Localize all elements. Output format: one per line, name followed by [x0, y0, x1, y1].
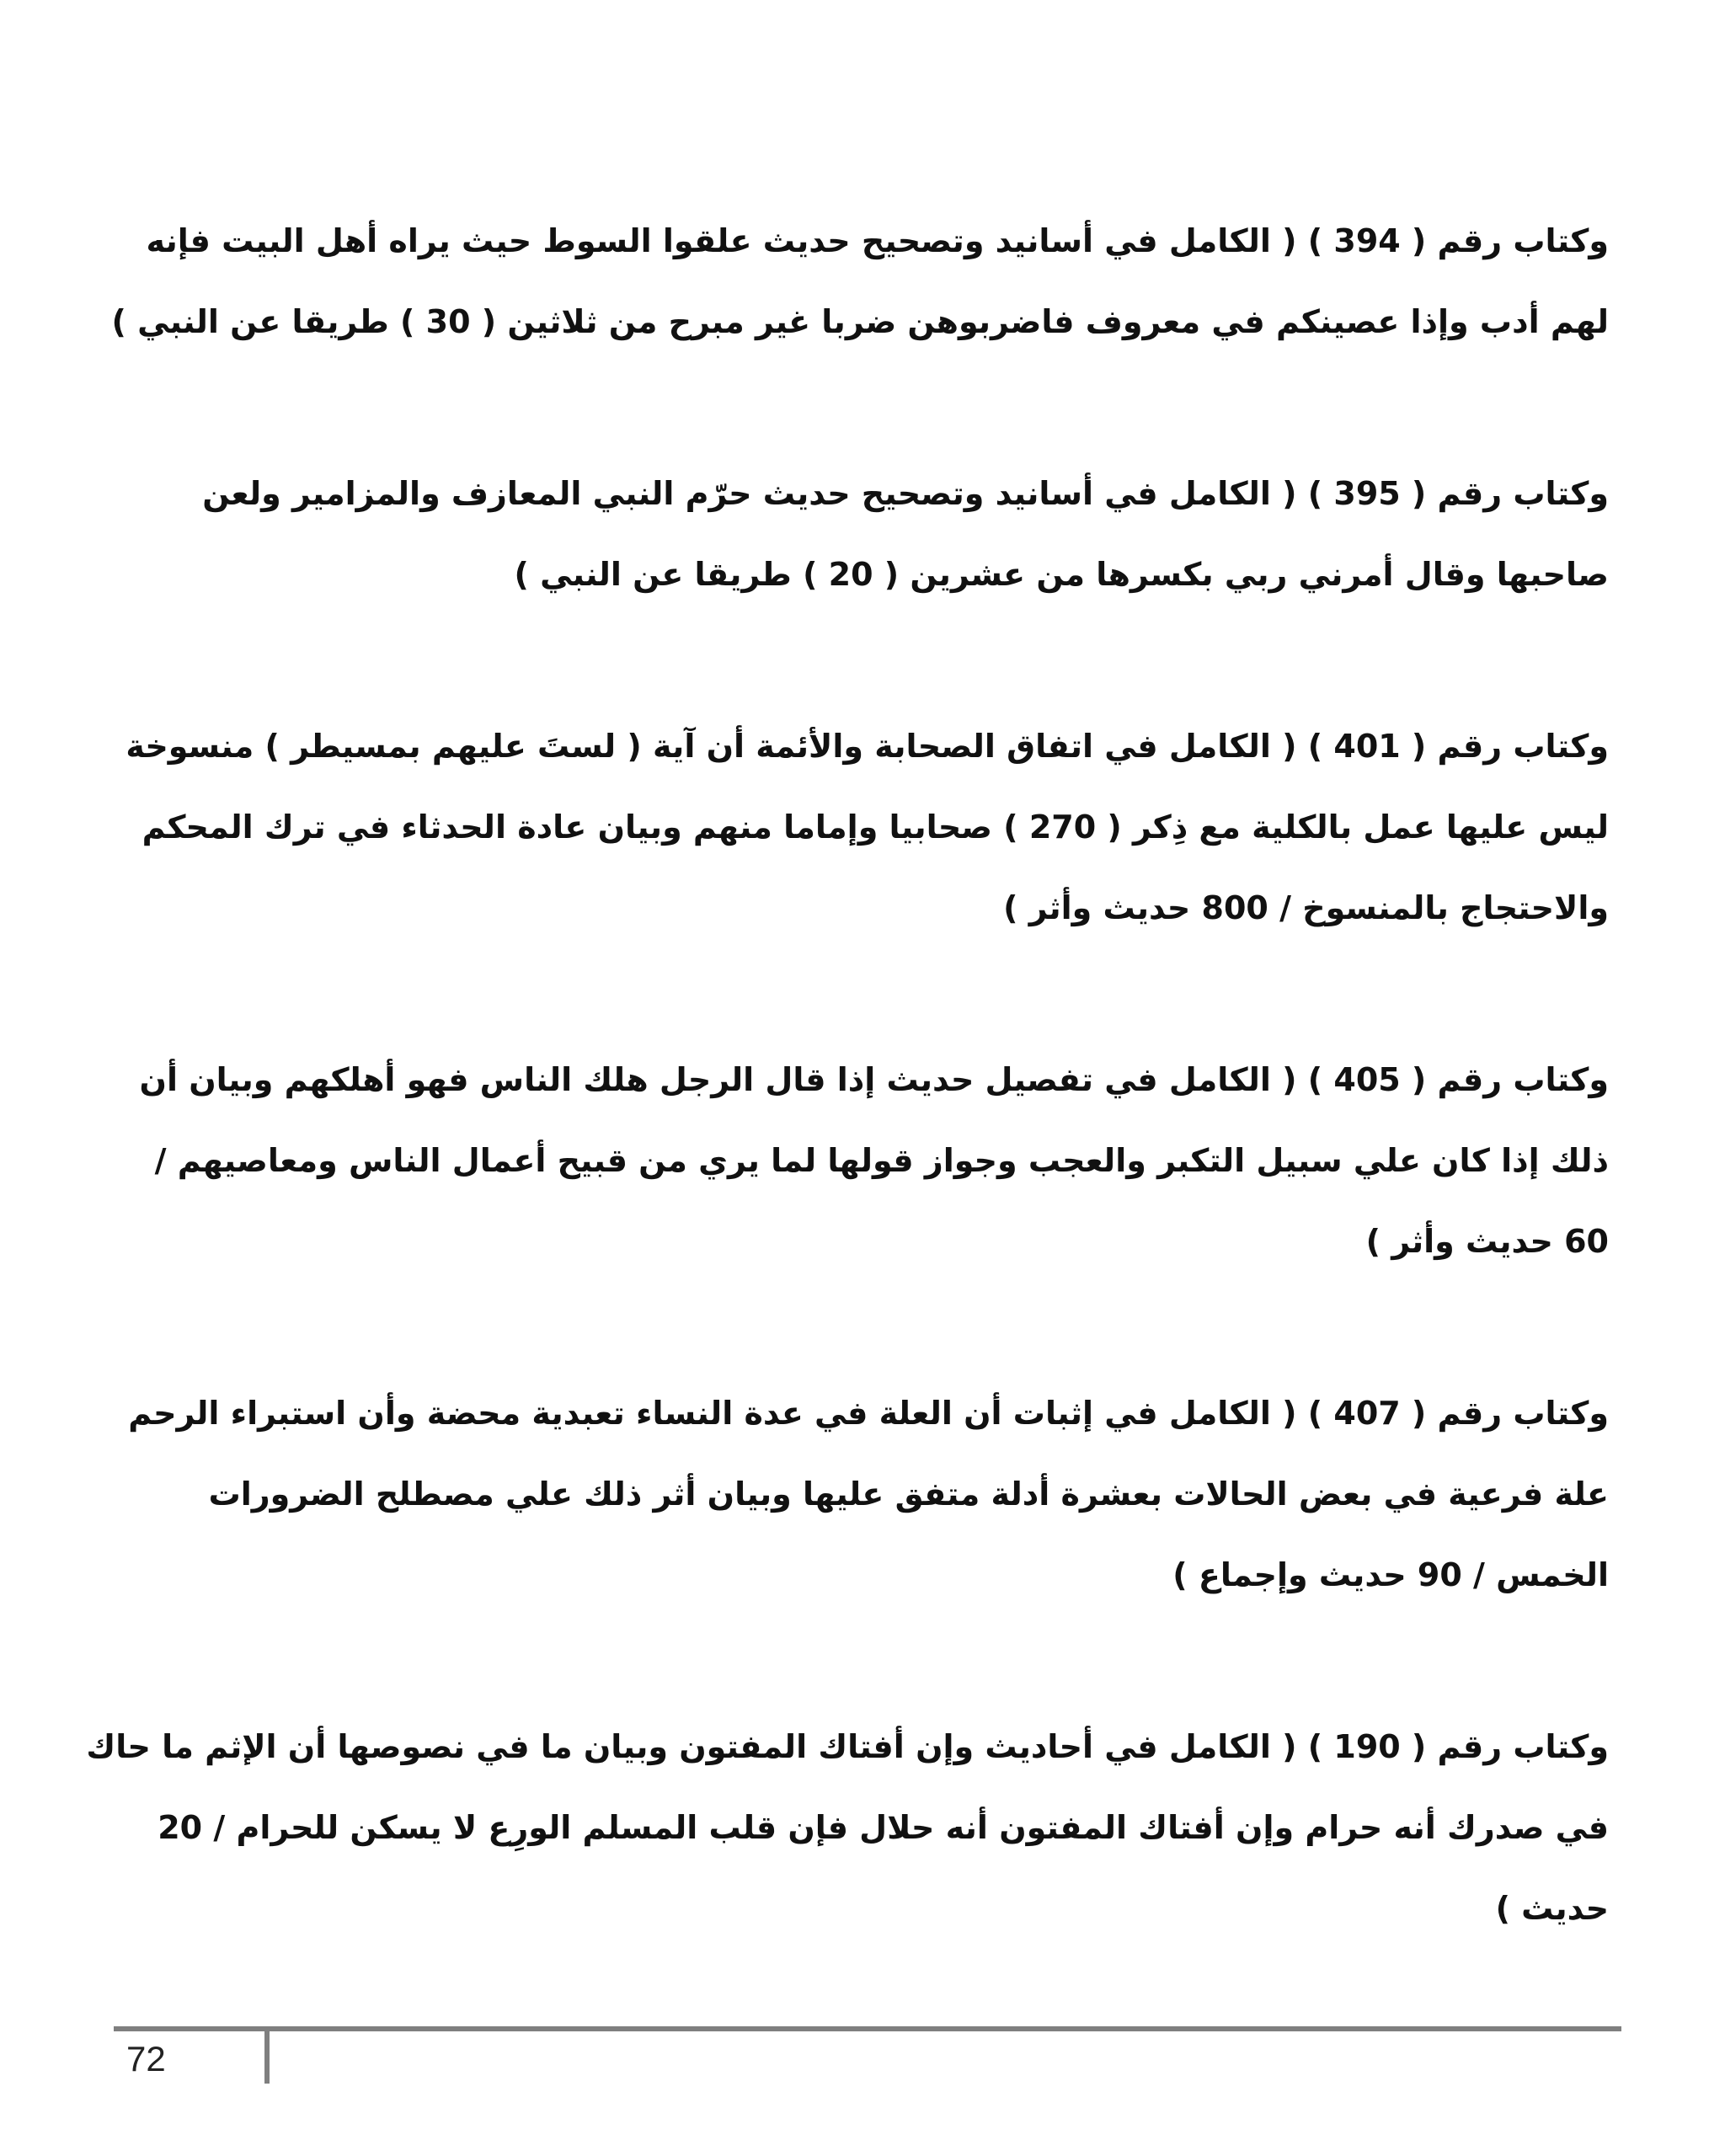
book-entry-401	[126, 706, 1609, 948]
entry-line: وكتاب رقم ( 394 ) ( الكامل في أسانيد وتصحيح حديث علقوا السوط حيث يراه أهل البيت فإنه	[146, 222, 1609, 259]
entry-line: وكتاب رقم ( 407 ) ( الكامل في إثبات أن العلة في عدة النساء تعبدية محضة وأن استبراء الرحم	[128, 1395, 1609, 1432]
entry-line: صاحبها وقال أمرني ربي بكسرها من عشرين ( 20 ) طريقا عن النبي )	[514, 556, 1609, 593]
entry-line: في صدرك أنه حرام وإن أفتاك المفتون أنه حلال فإن قلب المسلم الورِع لا يسكن للحرام / 20	[158, 1809, 1609, 1846]
entry-line: 60 حديث وأثر )	[1365, 1223, 1609, 1260]
entry-line: علة فرعية في بعض الحالات بعشرة أدلة متفق عليها وبيان أثر ذلك علي مصطلح الضرورات	[208, 1476, 1609, 1513]
entry-line: لهم أدب وإذا عصينكم في معروف فاضربوهن ضربا غير مبرح من ثلاثين ( 30 ) طريقا عن النبي )	[111, 303, 1609, 340]
entry-line: الخمس / 90 حديث وإجماع )	[1172, 1556, 1609, 1593]
entry-line: ذلك إذا كان علي سبيل التكبر والعجب وجواز قولها لما يري من قبيح أعمال الناس ومعاصيهم /	[154, 1142, 1609, 1179]
page-body	[86, 200, 1609, 2040]
page-number: 72	[126, 2039, 166, 2079]
book-entry-395	[150, 453, 1609, 615]
entry-line: وكتاب رقم ( 405 ) ( الكامل في تفصيل حديث إذا قال الرجل هلك الناس فهو أهلكهم وبيان أن	[139, 1061, 1609, 1098]
entry-line: والاحتجاج بالمنسوخ / 800 حديث وأثر )	[1003, 889, 1609, 926]
book-entry-394	[111, 200, 1609, 362]
page-number-separator	[264, 2031, 270, 2084]
entry-line: وكتاب رقم ( 395 ) ( الكامل في أسانيد وتصحيح حديث حرّم النبي المعازف والمزامير ولعن	[202, 475, 1609, 512]
book-entry-405	[139, 1039, 1609, 1282]
book-entry-407	[128, 1373, 1609, 1615]
entry-line: ليس عليها عمل بالكلية مع ذِكر ( 270 ) صحابيا وإماما منهم وبيان عادة الحدثاء في ترك المحكم	[142, 808, 1609, 846]
footer-divider	[114, 2026, 1621, 2031]
entry-line: وكتاب رقم ( 401 ) ( الكامل في اتفاق الصحابة والأئمة أن آية ( لستَ عليهم بمسيطر ) منسوخة	[126, 728, 1609, 765]
entry-line: حديث )	[1495, 1890, 1609, 1927]
entry-line: وكتاب رقم ( 190 ) ( الكامل في أحاديث وإن أفتاك المفتون وبيان ما في نصوصها أن الإثم ما حاك	[86, 1728, 1609, 1765]
book-entry-190	[86, 1706, 1609, 1949]
